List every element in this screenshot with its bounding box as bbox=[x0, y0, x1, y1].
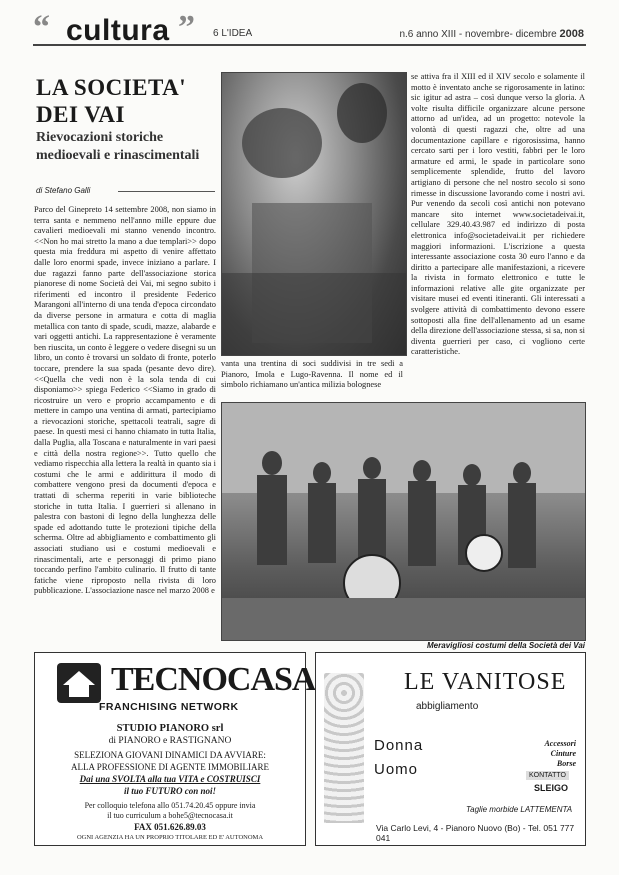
issue-year: 2008 bbox=[559, 28, 584, 40]
byline-rule bbox=[118, 191, 215, 192]
ad-tecnocasa-tagline: FRANCHISING NETWORK bbox=[99, 701, 239, 713]
article-subtitle bbox=[36, 129, 226, 165]
ad-vanitose-uomo: Uomo bbox=[374, 761, 419, 778]
photo-knights-closeup-art bbox=[222, 73, 406, 355]
ad-tecnocasa-studio: STUDIO PIANORO srl bbox=[116, 723, 224, 734]
section-title: cultura bbox=[66, 14, 170, 47]
photo-caption: Meravigliosi costumi della Società dei Vai bbox=[427, 641, 585, 650]
ad-tecnocasa-recruit-1: SELEZIONA GIOVANI DINAMICI DA AVVIARE: bbox=[74, 750, 266, 760]
ad-vanitose-donna: Donna bbox=[374, 737, 424, 754]
issue-prefix: n.6 anno XIII - novembre- dicembre bbox=[399, 29, 560, 40]
ad-vanitose-address: Via Carlo Levi, 4 - Pianoro Nuovo (Bo) - Tel. 051 777 041 bbox=[376, 823, 575, 843]
article-subtitle-line2: medioevali e rinascimentali bbox=[36, 148, 200, 163]
article-column-1: Parco del Ginepreto 14 settembre 2008, non siamo in terra santa e nemmeno nell'anno mille eppure due cavalieri medioevali mi stanno venendo incontro. <<Non ho mai stretto la mano a due templari>> dopo questa mia freddura mi aspetto di venire affettato dalle loro enormi spade, invece iniziano a parlare. I due ragazzi fanno parte dell'associazione storica pianorese di nome Società dei Vai, mi segno subito i riferimenti ed incontro il presidente Federico Marangoni all'interno di una tenda d'epoca circondato da diverse persone in armatura e cotta di maglia metallica con tanto di spade, scudi, mazze, alabarde e vari oggetti antichi. La rappresentazione è veramente ben riuscita, un conto è leggere o vedere disegni su un libro, un conto è trovarsi un soldato di fronte, poterlo toccare, prendere la sua spada (pesante devo dire). <<Quella che vedi non è la sola tenda di cui disponiamo>> spiega Federico <<Siamo in grado di ricostruire un vero e proprio accampamento e di mettere in campo una ventina di armati, partecipiamo a rievocazioni storiche, spettacoli teatrali, sagre di paese. In questi mesi ci hanno chiamato in tutta Italia, dalla Puglia, alla Toscana e naturalmente in vari paesi e città della nostra regione>>. Tutto quello che vediamo rispecchia alla lettera la realtà in quanto sia i costumi che le armi e addirittura il modo di combattere vengono presi da documenti d'epoca e trattati di scherma reperiti in varie biblioteche storiche in tutta Italia. I guerrieri si allenano in palestra con bastoni di legno della lunghezza delle spade ed adottando tutte le protezioni tipiche della scherma. Oltre ad abbigliamento e combattimento gli associati studiano usi e costumi medioevali e rinascimentali, arte e personaggi di primo piano toccando perfino l'ambito culinario. Il frutto di tante fatiche viene riproposto nella rivista di loro pubblicazione. L'associazione nasce nel marzo 2008 e bbox=[34, 205, 216, 596]
ad-tecnocasa-contact-2: il tuo curriculum a bohe5@tecnocasa.it bbox=[107, 811, 233, 820]
article-column-2: vanta una trentina di soci suddivisi in tre sedi a Pianoro, Imola e Lugo-Ravenna. Il nome ed il simbolo richiamano un'antica milizia bolognese bbox=[221, 359, 403, 390]
article-title-line1: LA SOCIETA' bbox=[36, 75, 187, 100]
article-title bbox=[36, 74, 226, 128]
ad-vanitose-taglie: Taglie morbide LATTEMENTA bbox=[466, 805, 573, 814]
ad-tecnocasa-slogan-1: Dai una SVOLTA alla tua VITA e COSTRUISCI bbox=[79, 774, 261, 784]
ad-vanitose-item: Cinture bbox=[550, 749, 576, 758]
ad-vanitose-kontatto: KONTATTO bbox=[526, 771, 569, 780]
ad-tecnocasa-recruit-2: ALLA PROFESSIONE DI AGENTE IMMOBILIARE bbox=[71, 762, 269, 772]
ad-tecnocasa-footer: OGNI AGENZIA HA UN PROPRIO TITOLARE ED E' AUTONOMA bbox=[76, 834, 264, 841]
ad-vanitose-items bbox=[516, 739, 576, 769]
masthead-quote-right: ” bbox=[178, 9, 195, 46]
ad-tecnocasa-locations: di PIANORO e RASTIGNANO bbox=[108, 736, 232, 746]
ad-vanitose-item: Accessori bbox=[544, 739, 576, 748]
page-label: 6 L'IDEA bbox=[213, 28, 253, 39]
article-byline: di Stefano Galli bbox=[36, 186, 91, 195]
ad-vanitose bbox=[315, 652, 586, 846]
ad-tecnocasa bbox=[34, 652, 316, 846]
photo-group-costumes bbox=[221, 402, 586, 641]
issue-info bbox=[399, 28, 584, 40]
article-title-line2: DEI VAI bbox=[36, 102, 125, 127]
article-column-3: se attiva fra il XIII ed il XIV secolo e solamente il motto è inventato anche se rigorosamente in latino: sic igitur ad astra – così dunque verso la gloria. A volte risulta difficile organizzare alcune persone attorno ad un'idea, ad un progetto: notevole la volontà di questi ragazzi che, oltre ad una documentazione capillare e rigorosissima, hanno cercato sarti per i loro vestiti, fabbri per le loro armature ed armi, le spade in particolare sono semplicemente splendide, frutto del lavoro artigiano di persone che nel nostro secolo si sono rimesse in discussione lavorando come i nostri avi. Pur venendo da secoli così antichi non potevano mancare sito internet www.societadeivai.it, cellulare 329.40.43.987 ed indirizzo di posta elettronica info@societadeivai.it per richiedere maggiori informazioni. L'iscrizione a questa interessante associazione costa 30 euro l'anno e da diritto a partecipare alle manifestazioni, a ricevere la rivista in formato elettronico e tutte le informazioni relative alle gite organizzate per visitare musei ed eventi itineranti. Gli interessati a svolgere attività di combattimento devono essere sottoposti alla fine dell'allenamento ad un esame della direzione dell'associazione stessa, si sa, non si diventa guerrieri per caso, ci vogliono certe caratteristiche. bbox=[411, 72, 585, 357]
ad-tecnocasa-fax: FAX 051.626.89.03 bbox=[134, 822, 206, 832]
ad-vanitose-brand: LE VANITOSE bbox=[404, 669, 567, 695]
photo-group-costumes-art bbox=[222, 403, 585, 640]
ad-tecnocasa-brand: TECNOCASA bbox=[111, 661, 316, 698]
article-subtitle-line1: Rievocazioni storiche bbox=[36, 130, 164, 145]
masthead-rule bbox=[33, 44, 586, 46]
ad-vanitose-item: Borse bbox=[556, 759, 576, 768]
ad-vanitose-subtitle: abbigliamento bbox=[416, 701, 479, 712]
house-logo-icon bbox=[57, 663, 101, 703]
masthead-quote-left: “ bbox=[33, 9, 50, 46]
photo-knights-closeup bbox=[221, 72, 407, 356]
decorative-pattern bbox=[324, 673, 364, 823]
ad-tecnocasa-contact-1: Per colloquio telefona allo 051.74.20.45 oppure invia bbox=[84, 801, 256, 810]
ad-tecnocasa-slogan-2: il tuo FUTURO con noi! bbox=[123, 786, 217, 796]
ad-vanitose-sleigo: SLEIGO bbox=[534, 783, 569, 793]
